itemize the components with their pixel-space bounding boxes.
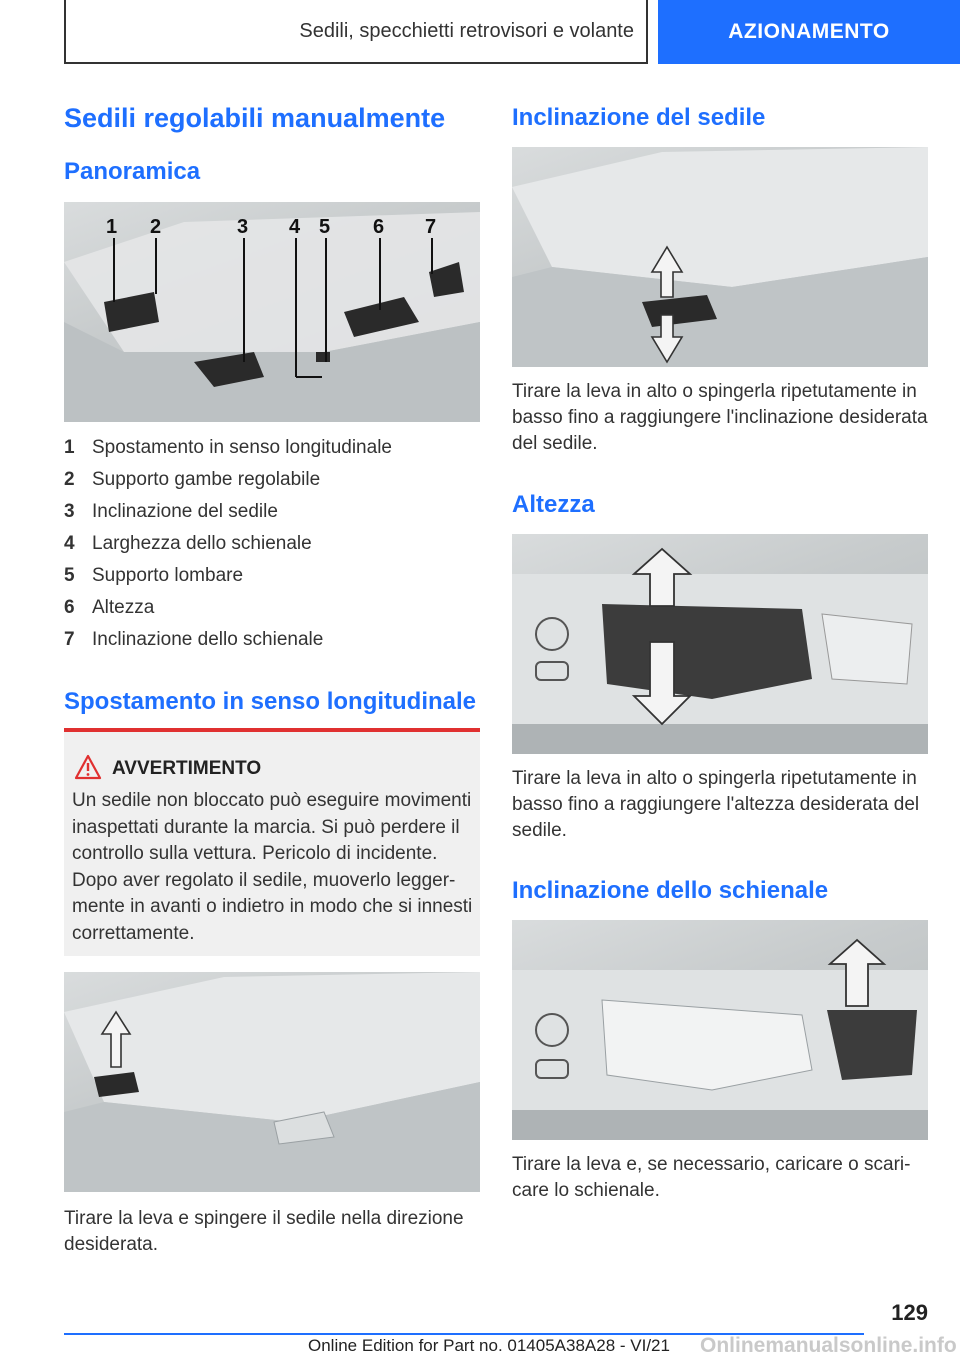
legend-item xyxy=(64,432,480,464)
callout-5: 5 xyxy=(319,216,331,238)
section-title-text: Sedili, specchietti retrovisori e volante xyxy=(299,19,634,42)
backrest-text: Tirare la leva e, se necessario, caricare o scaricare lo schienale. xyxy=(512,1154,911,1201)
legend-item xyxy=(64,624,480,656)
callout-2: 2 xyxy=(150,216,162,238)
seat-height-image xyxy=(512,534,928,754)
longitudinal-illustration xyxy=(64,972,480,1192)
legend-label: Altezza xyxy=(92,597,155,618)
legend-number: 2 xyxy=(64,469,75,490)
legend-item xyxy=(64,496,480,528)
callout-1: 1 xyxy=(106,216,118,238)
legend-item xyxy=(64,464,480,496)
height-text: Tirare la leva in alto o spingerla ripetutamente in basso fino a raggiungere l'altezza desiderata del sedile. xyxy=(512,768,920,841)
callout-3: 3 xyxy=(237,216,249,238)
seat-height-illustration xyxy=(512,534,928,754)
legend-label: Supporto gambe regolabile xyxy=(92,469,321,490)
callout-6: 6 xyxy=(373,216,385,238)
height-heading: Altezza xyxy=(512,491,595,518)
warning-text: Un sedile non bloccato può eseguire movimenti inaspettati durante la marcia. Si può perdere il controllo sulla vettura. Pericolo di incidente. Dopo aver regolato il sedile, muoverlo leggermente in avanti o indietro in modo che si innesti correttamente. xyxy=(72,790,473,944)
callout-4: 4 xyxy=(289,216,301,238)
chapter-title-text: AZIONAMENTO xyxy=(728,20,890,43)
watermark: Onlinemanualsonline.info xyxy=(700,1334,957,1357)
backrest-image xyxy=(512,920,928,1140)
seat-overview-illustration xyxy=(64,202,480,422)
legend-number: 5 xyxy=(64,565,75,586)
page-number: 129 xyxy=(891,1300,928,1325)
callout-7: 7 xyxy=(425,216,437,238)
legend-label: Supporto lombare xyxy=(92,565,244,586)
legend-number: 7 xyxy=(64,629,75,650)
legend-item xyxy=(64,592,480,624)
backrest-illustration xyxy=(512,920,928,1140)
legend-label: Spostamento in senso longitudinale xyxy=(92,437,392,458)
overview-heading: Panoramica xyxy=(64,158,201,185)
legend-label: Larghezza dello schienale xyxy=(92,533,312,554)
longitudinal-text: Tirare la leva e spingere il sedile nella direzione desiderata. xyxy=(64,1208,464,1255)
legend-label: Inclinazione dello schienale xyxy=(92,629,324,650)
seat-overview-image xyxy=(64,202,480,422)
legend-number: 1 xyxy=(64,437,75,458)
legend-number: 6 xyxy=(64,597,75,618)
header-chapter-tab xyxy=(658,0,960,64)
seat-tilt-image xyxy=(512,147,928,367)
legend-number: 4 xyxy=(64,533,75,554)
warning-title: AVVERTIMENTO xyxy=(112,758,262,779)
header-section-title xyxy=(64,0,648,64)
overview-legend xyxy=(64,432,480,656)
longitudinal-heading: Spostamento in senso longitudinale xyxy=(64,688,477,715)
legend-number: 3 xyxy=(64,501,75,522)
legend-item xyxy=(64,528,480,560)
warning-box xyxy=(64,728,480,956)
tilt-heading: Inclinazione del sedile xyxy=(512,104,766,131)
seat-tilt-illustration xyxy=(512,147,928,367)
tilt-text: Tirare la leva in alto o spingerla ripetutamente in basso fino a raggiungere l'inclinazione desiderata del sedile. xyxy=(512,381,928,454)
footer-edition: Online Edition for Part no. 01405A38A28 - VI/21 xyxy=(308,1336,670,1355)
legend-item xyxy=(64,560,480,592)
warning-triangle-icon xyxy=(74,754,102,780)
longitudinal-image xyxy=(64,972,480,1192)
legend-label: Inclinazione del sedile xyxy=(92,501,278,522)
main-title: Sedili regolabili manualmente xyxy=(64,103,446,133)
backrest-heading: Inclinazione dello schienale xyxy=(512,877,829,904)
